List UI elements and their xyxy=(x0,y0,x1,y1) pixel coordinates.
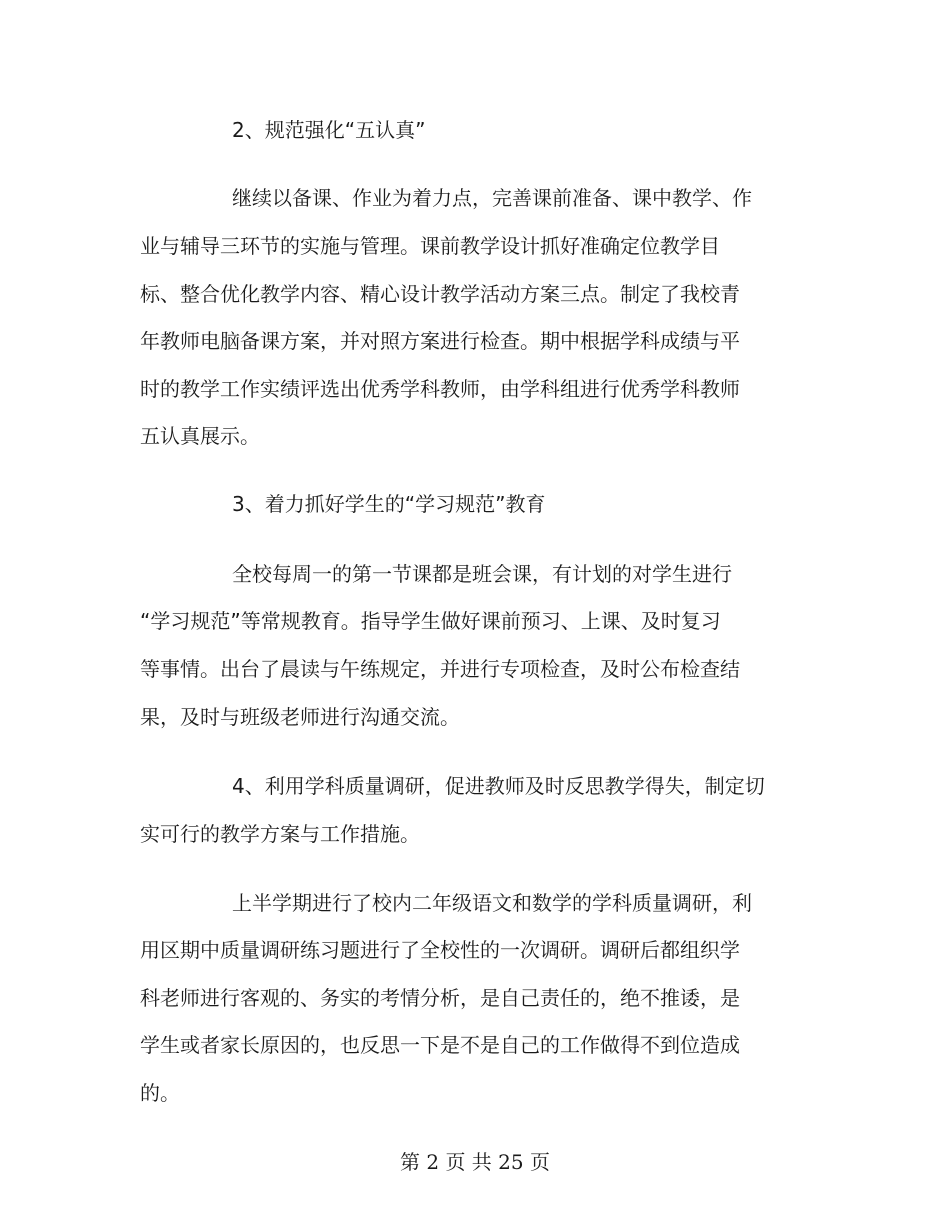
paragraph-line: 业与辅导三环节的实施与管理。课前教学设计抓好准确定位教学目 xyxy=(140,234,720,258)
paragraph-line: 用区期中质量调研练习题进行了全校性的一次调研。调研后都组织学 xyxy=(140,938,740,962)
paragraph-line: 五认真展示。 xyxy=(140,424,260,448)
paragraph-line: 继续以备课、作业为着力点，完善课前准备、课中教学、作 xyxy=(232,186,752,210)
page-number: 第 2 页 共 25 页 xyxy=(400,1150,550,1174)
paragraph-line: 标、整合优化教学内容、精心设计教学活动方案三点。制定了我校青 xyxy=(140,282,740,306)
paragraph-line: “学习规范”等常规教育。指导学生做好课前预习、上课、及时复习 xyxy=(140,609,721,633)
section-heading-4: 4、利用学科质量调研，促进教师及时反思教学得失，制定切 xyxy=(232,774,765,798)
paragraph-line: 等事情。出台了晨读与午练规定，并进行专项检查，及时公布检查结 xyxy=(140,657,740,681)
section-heading-3: 3、着力抓好学生的“学习规范”教育 xyxy=(232,492,546,516)
section-heading-4-cont: 实可行的教学方案与工作措施。 xyxy=(140,822,420,846)
paragraph-line: 果，及时与班级老师进行沟通交流。 xyxy=(140,705,460,729)
paragraph-line: 年教师电脑备课方案，并对照方案进行检查。期中根据学科成绩与平 xyxy=(140,329,740,353)
paragraph-line: 上半学期进行了校内二年级语文和数学的学科质量调研，利 xyxy=(232,891,752,915)
paragraph-line: 科老师进行客观的、务实的考情分析，是自己责任的，绝不推诿，是 xyxy=(140,986,740,1010)
section-heading-2: 2、规范强化“五认真” xyxy=(232,118,426,142)
paragraph-line: 学生或者家长原因的，也反思一下是不是自己的工作做得不到位造成 xyxy=(140,1033,740,1057)
paragraph-line: 的。 xyxy=(140,1081,180,1105)
paragraph-line: 全校每周一的第一节课都是班会课，有计划的对学生进行 xyxy=(232,562,732,586)
paragraph-line: 时的教学工作实绩评选出优秀学科教师，由学科组进行优秀学科教师 xyxy=(140,377,740,401)
